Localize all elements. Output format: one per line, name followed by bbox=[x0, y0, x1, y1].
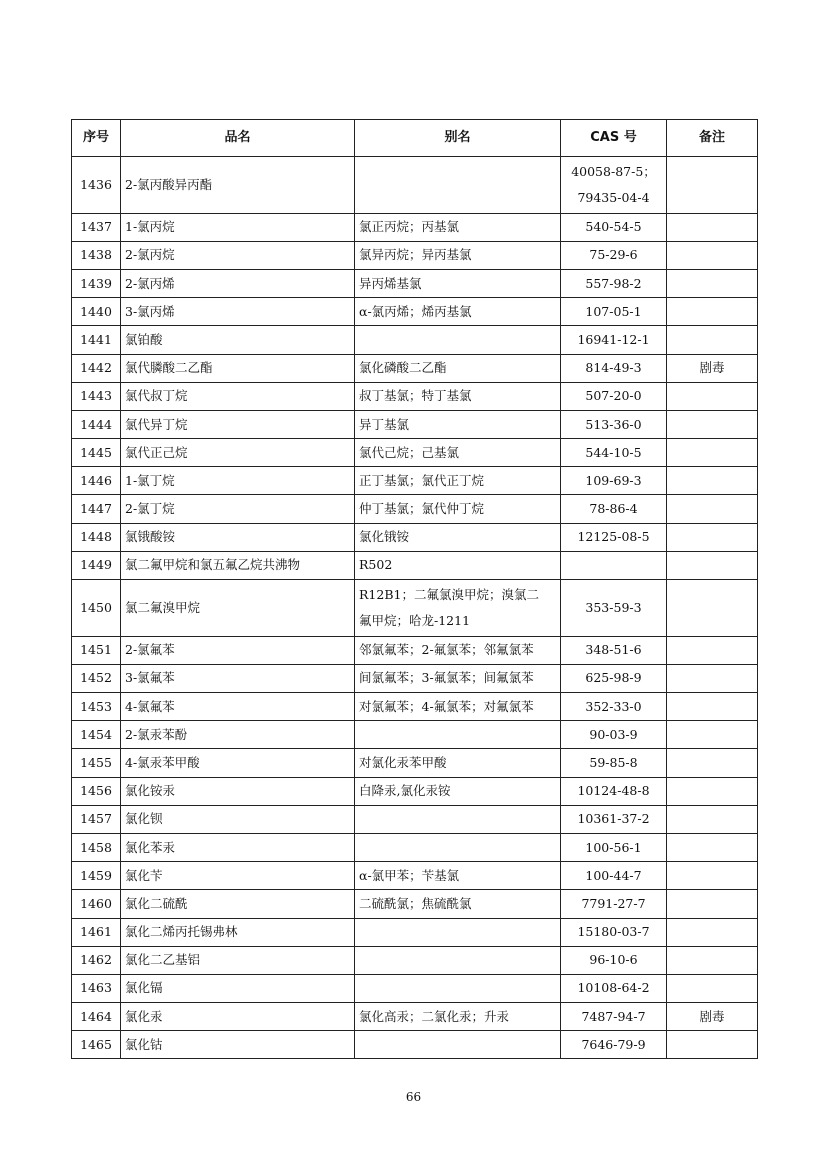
cell-cas-number bbox=[561, 833, 667, 861]
cell-product-name: 氯化二硫酰 bbox=[121, 890, 355, 918]
table-row bbox=[72, 693, 758, 721]
cell-remarks bbox=[667, 693, 758, 721]
cell-serial-number: 1450 bbox=[72, 580, 121, 637]
cell-remarks bbox=[667, 467, 758, 495]
cell-serial-number: 1451 bbox=[72, 636, 121, 664]
alias-line: 氯化高汞；二氯化汞；升汞 bbox=[359, 1008, 510, 1024]
cell-remarks bbox=[667, 721, 758, 749]
alias-line: 氟甲烷；哈龙-1211 bbox=[359, 612, 471, 628]
cell-remarks bbox=[667, 157, 758, 214]
alias-line: 正丁基氯；氯代正丁烷 bbox=[359, 472, 485, 488]
cell-serial-number: 1461 bbox=[72, 918, 121, 946]
header-serial-number: 序号 bbox=[72, 120, 121, 157]
cell-remarks bbox=[667, 439, 758, 467]
cell-remarks bbox=[667, 523, 758, 551]
cell-product-name: 氯化汞 bbox=[121, 1003, 355, 1031]
cas-line: 40058-87-5； bbox=[571, 163, 656, 179]
cell-cas-number bbox=[561, 1031, 667, 1059]
header-alias: 别名 bbox=[355, 120, 561, 157]
table-row bbox=[72, 213, 758, 241]
cell-cas-number bbox=[561, 241, 667, 269]
cell-product-name: 氯代异丁烷 bbox=[121, 410, 355, 438]
alias-line: 白降汞,氯化汞铵 bbox=[359, 783, 451, 799]
cell-serial-number: 1459 bbox=[72, 862, 121, 890]
cell-alias bbox=[355, 777, 561, 805]
cell-product-name: 3-氯丙烯 bbox=[121, 298, 355, 326]
cell-product-name: 氯二氟溴甲烷 bbox=[121, 580, 355, 637]
cas-line: 90-03-9 bbox=[589, 726, 638, 742]
alias-line: R502 bbox=[359, 557, 393, 573]
cell-serial-number: 1436 bbox=[72, 157, 121, 214]
cell-cas-number bbox=[561, 636, 667, 664]
cell-alias bbox=[355, 213, 561, 241]
table-row bbox=[72, 495, 758, 523]
table-row bbox=[72, 551, 758, 579]
cell-serial-number: 1453 bbox=[72, 693, 121, 721]
alias-line: 对氯化汞苯甲酸 bbox=[359, 754, 447, 770]
cell-product-name: 3-氯氟苯 bbox=[121, 664, 355, 692]
table-row bbox=[72, 382, 758, 410]
cell-cas-number bbox=[561, 382, 667, 410]
cas-line: 625-98-9 bbox=[585, 670, 642, 686]
cell-remarks bbox=[667, 551, 758, 579]
table-row bbox=[72, 467, 758, 495]
cell-remarks bbox=[667, 749, 758, 777]
cas-line: 540-54-5 bbox=[585, 219, 642, 235]
cell-serial-number: 1443 bbox=[72, 382, 121, 410]
alias-line: 仲丁基氯；氯代仲丁烷 bbox=[359, 501, 485, 517]
cell-cas-number bbox=[561, 354, 667, 382]
cell-serial-number: 1442 bbox=[72, 354, 121, 382]
cell-alias bbox=[355, 636, 561, 664]
cell-cas-number bbox=[561, 157, 667, 214]
cell-product-name: 氯代正己烷 bbox=[121, 439, 355, 467]
cell-serial-number: 1446 bbox=[72, 467, 121, 495]
cas-line: 100-56-1 bbox=[585, 839, 642, 855]
cell-serial-number: 1448 bbox=[72, 523, 121, 551]
table-row bbox=[72, 298, 758, 326]
alias-line: 邻氯氟苯；2-氟氯苯；邻氟氯苯 bbox=[359, 642, 534, 658]
cell-remarks bbox=[667, 777, 758, 805]
table-row bbox=[72, 439, 758, 467]
header-remarks: 备注 bbox=[667, 120, 758, 157]
cell-product-name: 氯锇酸铵 bbox=[121, 523, 355, 551]
cas-line: 59-85-8 bbox=[589, 754, 638, 770]
cell-serial-number: 1457 bbox=[72, 805, 121, 833]
table-row bbox=[72, 833, 758, 861]
cell-product-name: 2-氯丙烯 bbox=[121, 269, 355, 297]
alias-line: α-氯甲苯；苄基氯 bbox=[359, 867, 460, 883]
alias-line: 氯正丙烷；丙基氯 bbox=[359, 219, 460, 235]
cell-product-name: 1-氯丙烷 bbox=[121, 213, 355, 241]
table-row bbox=[72, 664, 758, 692]
cas-line: 100-44-7 bbox=[585, 867, 642, 883]
cell-serial-number: 1447 bbox=[72, 495, 121, 523]
cell-cas-number bbox=[561, 410, 667, 438]
cas-line: 10124-48-8 bbox=[577, 783, 650, 799]
cell-remarks: 剧毒 bbox=[667, 354, 758, 382]
cas-line: 348-51-6 bbox=[585, 642, 642, 658]
header-product-name: 品名 bbox=[121, 120, 355, 157]
cell-cas-number bbox=[561, 298, 667, 326]
table-row bbox=[72, 918, 758, 946]
cas-line: 353-59-3 bbox=[585, 599, 642, 615]
cell-remarks bbox=[667, 805, 758, 833]
cell-remarks bbox=[667, 213, 758, 241]
table-row bbox=[72, 269, 758, 297]
cell-alias bbox=[355, 1003, 561, 1031]
cell-serial-number: 1460 bbox=[72, 890, 121, 918]
table-row bbox=[72, 354, 758, 382]
cell-serial-number: 1458 bbox=[72, 833, 121, 861]
alias-line: 氯代己烷；己基氯 bbox=[359, 444, 460, 460]
cell-product-name: 氯化二乙基铝 bbox=[121, 946, 355, 974]
alias-line: 异丁基氯 bbox=[359, 416, 410, 432]
cell-product-name: 氯化钡 bbox=[121, 805, 355, 833]
cas-line: 79435-04-4 bbox=[577, 189, 650, 205]
cell-remarks bbox=[667, 410, 758, 438]
cell-remarks bbox=[667, 664, 758, 692]
cell-remarks bbox=[667, 382, 758, 410]
cell-remarks bbox=[667, 890, 758, 918]
table-row bbox=[72, 1003, 758, 1031]
cell-alias bbox=[355, 805, 561, 833]
cas-line: 12125-08-5 bbox=[577, 529, 650, 545]
cell-serial-number: 1449 bbox=[72, 551, 121, 579]
cell-alias bbox=[355, 241, 561, 269]
cas-line: 7487-94-7 bbox=[581, 1008, 646, 1024]
cas-line: 10108-64-2 bbox=[577, 980, 650, 996]
table-row bbox=[72, 890, 758, 918]
table-row bbox=[72, 862, 758, 890]
cell-alias bbox=[355, 354, 561, 382]
table-row bbox=[72, 410, 758, 438]
cas-line: 352-33-0 bbox=[585, 698, 642, 714]
alias-line: 异丙烯基氯 bbox=[359, 275, 422, 291]
cell-serial-number: 1464 bbox=[72, 1003, 121, 1031]
alias-line: 氯异丙烷；异丙基氯 bbox=[359, 247, 472, 263]
table-header-row bbox=[72, 120, 758, 157]
cas-line: 814-49-3 bbox=[585, 360, 642, 376]
cell-remarks bbox=[667, 495, 758, 523]
cell-alias bbox=[355, 382, 561, 410]
cas-line: 557-98-2 bbox=[585, 275, 642, 291]
cell-alias bbox=[355, 918, 561, 946]
table-row bbox=[72, 721, 758, 749]
cell-product-name: 氯化铵汞 bbox=[121, 777, 355, 805]
cell-remarks bbox=[667, 326, 758, 354]
alias-line: 叔丁基氯；特丁基氯 bbox=[359, 388, 472, 404]
cell-product-name: 氯化二烯丙托锡弗林 bbox=[121, 918, 355, 946]
cell-alias bbox=[355, 749, 561, 777]
cas-line: 513-36-0 bbox=[585, 416, 642, 432]
cas-line: 96-10-6 bbox=[589, 952, 638, 968]
cell-alias bbox=[355, 693, 561, 721]
cell-serial-number: 1445 bbox=[72, 439, 121, 467]
cell-serial-number: 1463 bbox=[72, 974, 121, 1002]
cell-cas-number bbox=[561, 946, 667, 974]
cell-cas-number bbox=[561, 805, 667, 833]
cell-product-name: 氯二氟甲烷和氯五氟乙烷共沸物 bbox=[121, 551, 355, 579]
cell-product-name: 氯化镉 bbox=[121, 974, 355, 1002]
cell-alias bbox=[355, 1031, 561, 1059]
cell-serial-number: 1462 bbox=[72, 946, 121, 974]
cell-remarks bbox=[667, 636, 758, 664]
table-row bbox=[72, 805, 758, 833]
table-row bbox=[72, 777, 758, 805]
cell-remarks bbox=[667, 946, 758, 974]
cell-cas-number bbox=[561, 1003, 667, 1031]
cell-alias bbox=[355, 580, 561, 637]
chemical-table bbox=[71, 119, 758, 1059]
cell-product-name: 氯化苄 bbox=[121, 862, 355, 890]
cell-product-name: 氯化苯汞 bbox=[121, 833, 355, 861]
cas-line: 15180-03-7 bbox=[577, 924, 650, 940]
cell-product-name: 2-氯汞苯酚 bbox=[121, 721, 355, 749]
table-row bbox=[72, 946, 758, 974]
cell-alias bbox=[355, 523, 561, 551]
cell-alias bbox=[355, 157, 561, 214]
cell-cas-number bbox=[561, 890, 667, 918]
cas-line: 78-86-4 bbox=[589, 501, 638, 517]
cell-alias bbox=[355, 664, 561, 692]
cell-cas-number bbox=[561, 749, 667, 777]
cell-serial-number: 1465 bbox=[72, 1031, 121, 1059]
cas-line: 7791-27-7 bbox=[581, 895, 646, 911]
cell-serial-number: 1441 bbox=[72, 326, 121, 354]
table-row bbox=[72, 523, 758, 551]
cell-cas-number bbox=[561, 721, 667, 749]
cell-serial-number: 1454 bbox=[72, 721, 121, 749]
table-row bbox=[72, 157, 758, 214]
cell-remarks bbox=[667, 269, 758, 297]
cas-line: 16941-12-1 bbox=[577, 331, 650, 347]
cell-product-name: 氯代膦酸二乙酯 bbox=[121, 354, 355, 382]
cell-cas-number bbox=[561, 495, 667, 523]
cas-line: 10361-37-2 bbox=[577, 811, 650, 827]
cell-product-name: 氯代叔丁烷 bbox=[121, 382, 355, 410]
table-row bbox=[72, 974, 758, 1002]
cas-line: 107-05-1 bbox=[585, 303, 642, 319]
cell-cas-number bbox=[561, 326, 667, 354]
cell-cas-number bbox=[561, 551, 667, 579]
cell-alias bbox=[355, 269, 561, 297]
cell-alias bbox=[355, 890, 561, 918]
table-row bbox=[72, 241, 758, 269]
cell-product-name: 1-氯丁烷 bbox=[121, 467, 355, 495]
table-row bbox=[72, 326, 758, 354]
cas-line: 7646-79-9 bbox=[581, 1036, 646, 1052]
cell-alias bbox=[355, 439, 561, 467]
cell-alias bbox=[355, 721, 561, 749]
cell-serial-number: 1444 bbox=[72, 410, 121, 438]
cell-cas-number bbox=[561, 523, 667, 551]
page-number: 66 bbox=[405, 1090, 422, 1104]
cell-serial-number: 1438 bbox=[72, 241, 121, 269]
table-row bbox=[72, 749, 758, 777]
cell-alias bbox=[355, 974, 561, 1002]
cell-remarks bbox=[667, 918, 758, 946]
alias-line: 间氯氟苯；3-氟氯苯；间氟氯苯 bbox=[359, 670, 534, 686]
cell-remarks bbox=[667, 241, 758, 269]
cas-line: 544-10-5 bbox=[585, 444, 642, 460]
cell-cas-number bbox=[561, 974, 667, 1002]
cell-cas-number bbox=[561, 269, 667, 297]
cell-product-name: 2-氯丙烷 bbox=[121, 241, 355, 269]
table-body bbox=[72, 157, 758, 1059]
cell-product-name: 氯铂酸 bbox=[121, 326, 355, 354]
cell-alias bbox=[355, 410, 561, 438]
cell-cas-number bbox=[561, 213, 667, 241]
cell-remarks bbox=[667, 1031, 758, 1059]
cell-serial-number: 1437 bbox=[72, 213, 121, 241]
cell-remarks bbox=[667, 580, 758, 637]
cas-line: 75-29-6 bbox=[589, 247, 638, 263]
cell-product-name: 氯化钴 bbox=[121, 1031, 355, 1059]
cell-serial-number: 1456 bbox=[72, 777, 121, 805]
cell-alias bbox=[355, 862, 561, 890]
alias-line: 氯化锇铵 bbox=[359, 529, 410, 545]
cas-line: 507-20-0 bbox=[585, 388, 642, 404]
alias-line: 氯化磷酸二乙酯 bbox=[359, 360, 447, 376]
alias-line: 对氯氟苯；4-氟氯苯；对氟氯苯 bbox=[359, 698, 534, 714]
cell-serial-number: 1452 bbox=[72, 664, 121, 692]
alias-line: R12B1；二氟氯溴甲烷；溴氯二 bbox=[359, 586, 539, 602]
table-row bbox=[72, 636, 758, 664]
cell-cas-number bbox=[561, 862, 667, 890]
cell-product-name: 2-氯丙酸异丙酯 bbox=[121, 157, 355, 214]
cell-alias bbox=[355, 551, 561, 579]
cell-alias bbox=[355, 326, 561, 354]
cell-cas-number bbox=[561, 580, 667, 637]
cell-remarks bbox=[667, 862, 758, 890]
cell-remarks bbox=[667, 974, 758, 1002]
cell-remarks bbox=[667, 833, 758, 861]
cell-serial-number: 1455 bbox=[72, 749, 121, 777]
cell-cas-number bbox=[561, 439, 667, 467]
cell-cas-number bbox=[561, 918, 667, 946]
cell-cas-number bbox=[561, 777, 667, 805]
alias-line: 二硫酰氯；焦硫酰氯 bbox=[359, 895, 472, 911]
alias-line: α-氯丙烯；烯丙基氯 bbox=[359, 303, 472, 319]
header-cas-number: CAS 号 bbox=[561, 120, 667, 157]
table-row bbox=[72, 1031, 758, 1059]
cell-product-name: 4-氯汞苯甲酸 bbox=[121, 749, 355, 777]
cell-product-name: 2-氯氟苯 bbox=[121, 636, 355, 664]
cell-alias bbox=[355, 833, 561, 861]
cell-cas-number bbox=[561, 693, 667, 721]
cell-alias bbox=[355, 298, 561, 326]
cell-cas-number bbox=[561, 664, 667, 692]
table-row bbox=[72, 580, 758, 637]
cell-product-name: 2-氯丁烷 bbox=[121, 495, 355, 523]
cell-remarks bbox=[667, 298, 758, 326]
cell-serial-number: 1440 bbox=[72, 298, 121, 326]
cas-line: 109-69-3 bbox=[585, 472, 642, 488]
cell-cas-number bbox=[561, 467, 667, 495]
cell-alias bbox=[355, 495, 561, 523]
cell-serial-number: 1439 bbox=[72, 269, 121, 297]
cell-product-name: 4-氯氟苯 bbox=[121, 693, 355, 721]
cell-alias bbox=[355, 946, 561, 974]
cell-remarks: 剧毒 bbox=[667, 1003, 758, 1031]
cell-alias bbox=[355, 467, 561, 495]
